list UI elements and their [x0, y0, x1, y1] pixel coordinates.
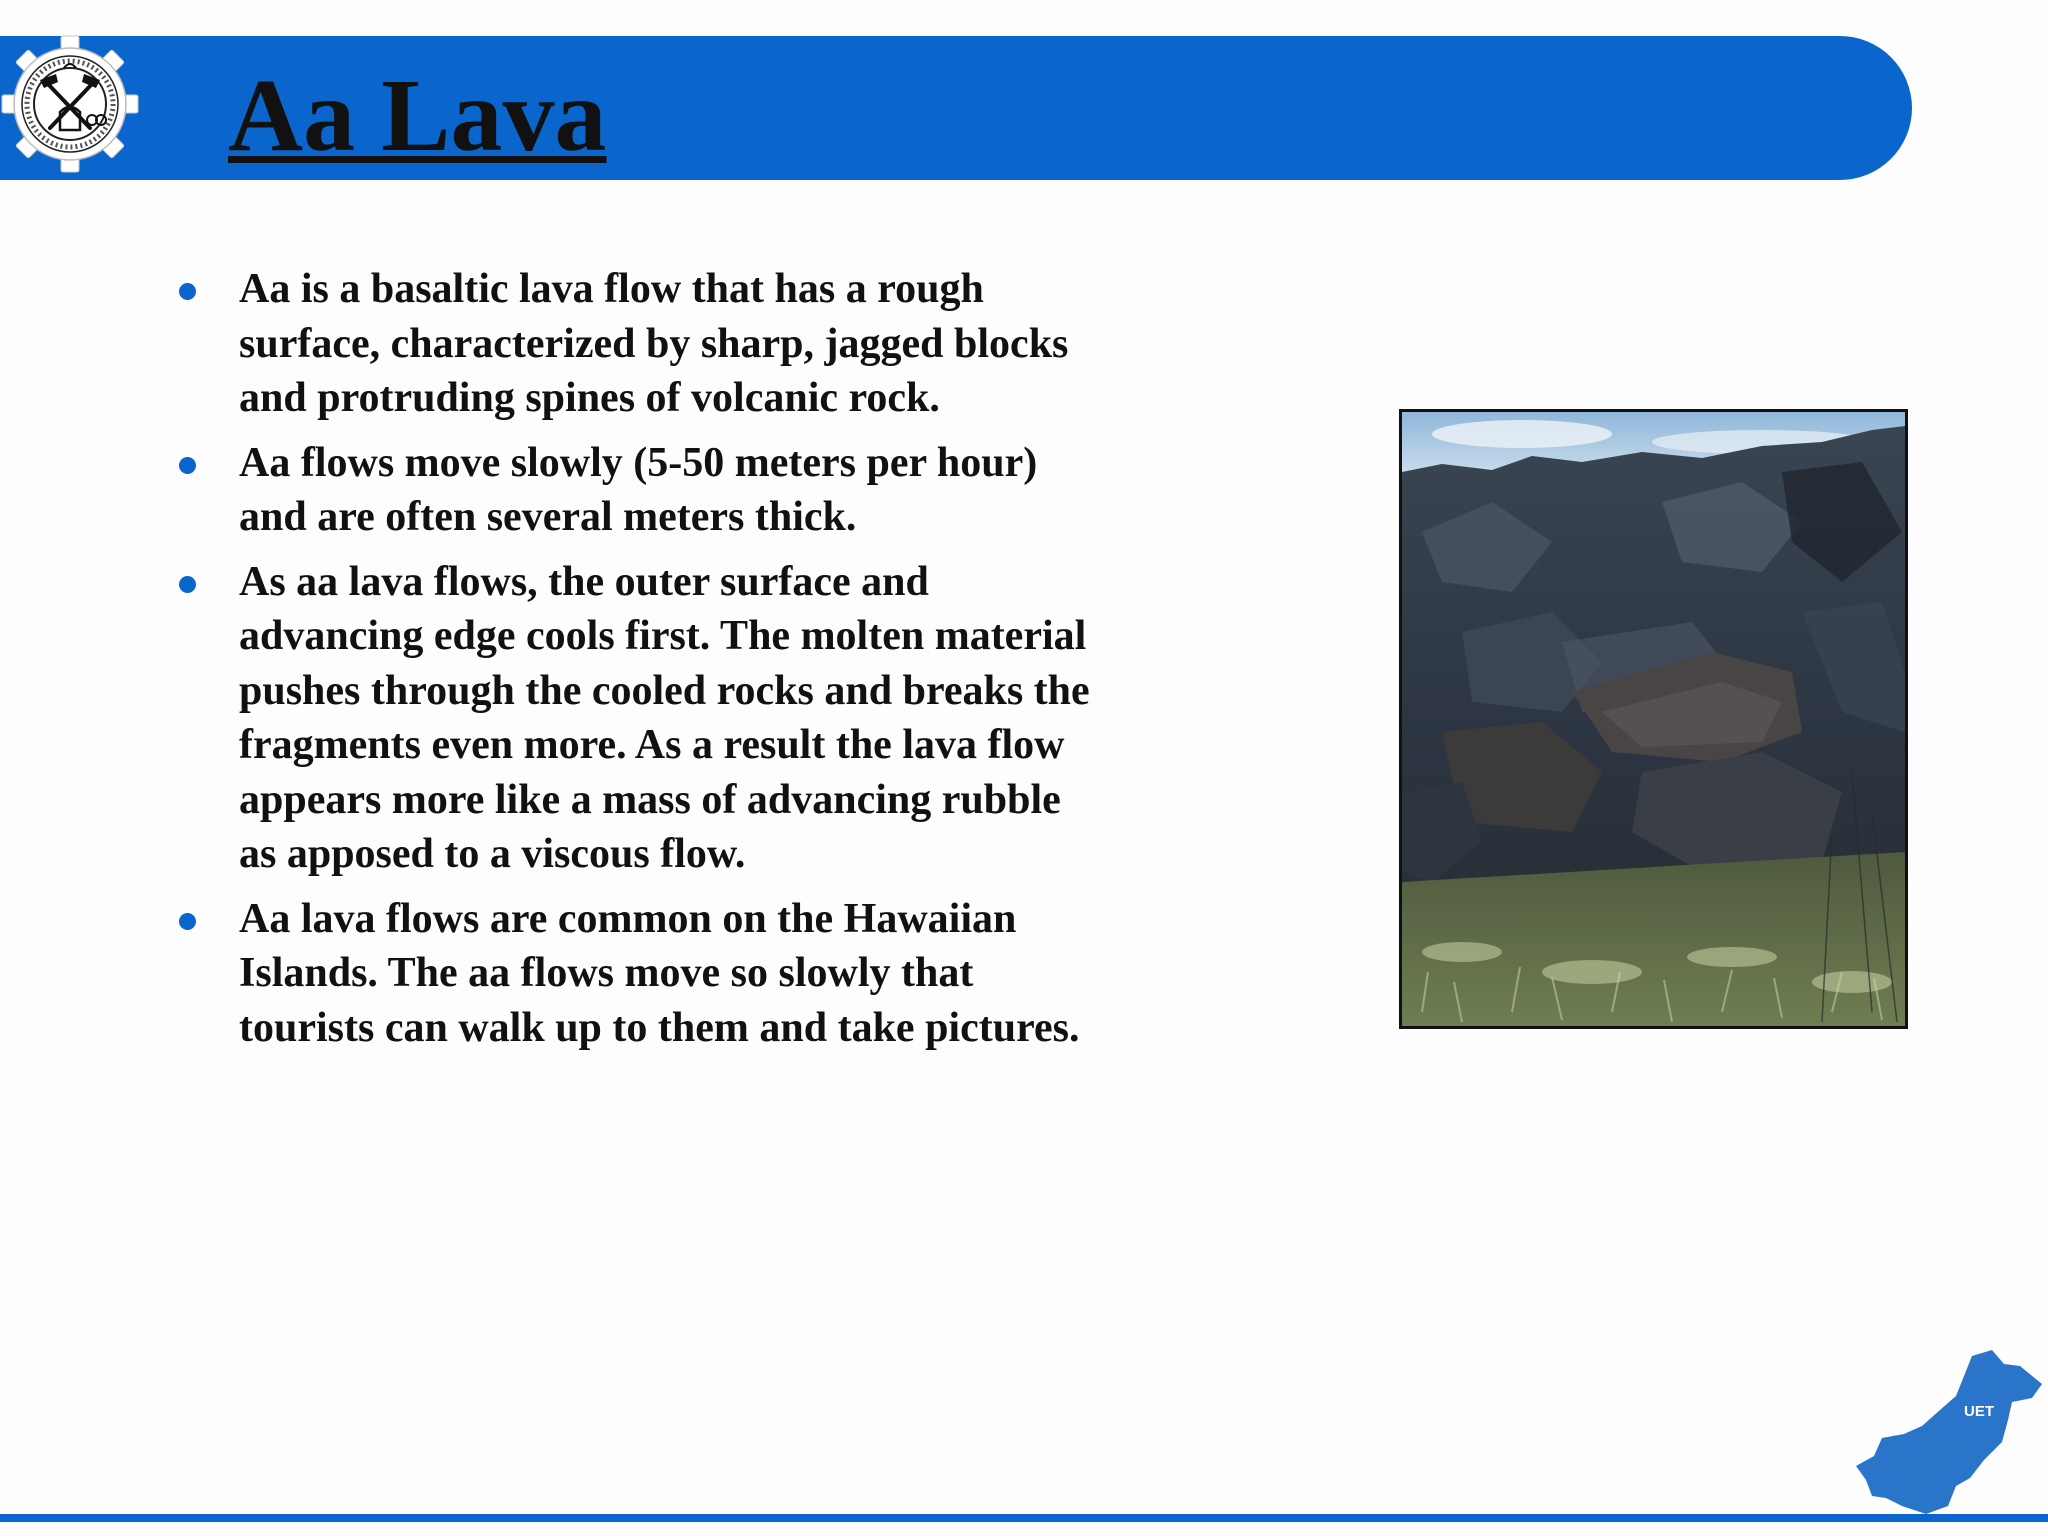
- department-logo-icon: [0, 34, 140, 174]
- bullet-text: As aa lava flows, the outer surface and advancing edge cools first. The molten material pushes through the cooled rocks and breaks the fragments even more. As a result the lava flow appears more like a mass of advancing rubble as apposed to a viscous flow.: [239, 558, 1090, 877]
- bullet-list: [176, 262, 1256, 1065]
- bullet-dot-icon: [179, 576, 196, 593]
- uet-label: UET: [1964, 1403, 1994, 1420]
- pakistan-map-icon: [1852, 1346, 2048, 1516]
- lava-rubble-image: [1402, 412, 1905, 1026]
- aa-lava-photo: [1399, 409, 1908, 1029]
- bullet-dot-icon: [179, 457, 196, 474]
- slide-title: Aa Lava: [228, 58, 607, 173]
- bullet-text: Aa lava flows are common on the Hawaiian Islands. The aa flows move so slowly that tourists can walk up to them and take pictures.: [239, 895, 1080, 1051]
- bullet-item: [176, 555, 1256, 882]
- bottom-rule: [0, 1514, 2048, 1522]
- bullet-text: Aa flows move slowly (5-50 meters per hour) and are often several meters thick.: [239, 439, 1038, 540]
- bullet-text: Aa is a basaltic lava flow that has a rough surface, characterized by sharp, jagged blocks and protruding spines of volcanic rock.: [239, 266, 1069, 421]
- bullet-item: [176, 892, 1256, 1056]
- bullet-dot-icon: [179, 283, 196, 300]
- bullet-item: [176, 262, 1256, 426]
- bullet-item: [176, 436, 1256, 545]
- bullet-dot-icon: [179, 913, 196, 930]
